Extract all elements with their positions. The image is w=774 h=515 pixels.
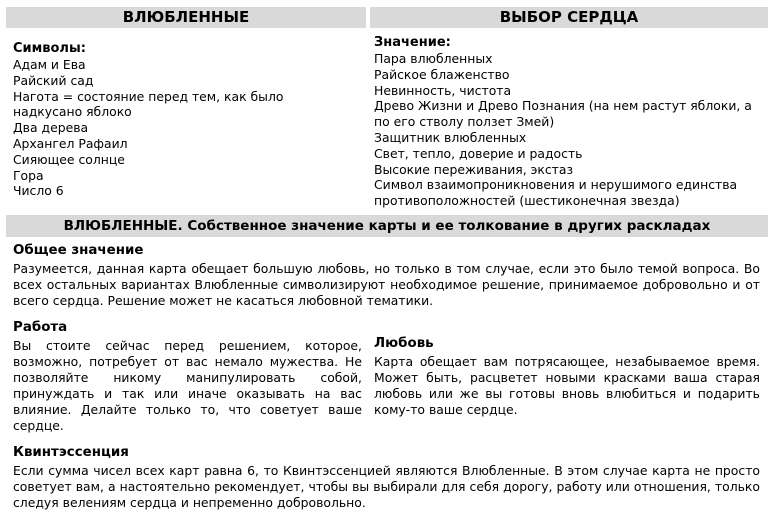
meaning-item: Символ взаимопроникновения и нерушимого единства противоположностей (шестиконечная звезда): [374, 177, 738, 209]
work-title: Работа: [13, 320, 68, 335]
meaning-item: Защитник влюбленных: [374, 129, 527, 145]
quintessence-text: Если сумма чисел всех карт равна 6, то Квинтэссенцией являются Влюбленные. В этом случае карта не просто советует вам, а настоятельно рекомендует, чтобы вы выбирали для себя дорогу, работу или отношения, только следуя велениям сердца и непременно добровольно.: [13, 463, 760, 510]
header-card-theme: ВЫБОР СЕРДЦА: [370, 7, 768, 28]
symbol-item: Нагота = состояние перед тем, как было надкусано яблоко: [13, 88, 284, 120]
symbols-column: [13, 41, 313, 199]
symbol-item: Адам и Ева: [13, 57, 86, 72]
symbol-item: Число 6: [13, 183, 64, 199]
meaning-column: [374, 35, 766, 209]
meaning-title: Значение:: [374, 35, 451, 50]
meaning-item: Невинность, чистота: [374, 82, 512, 98]
quintessence-title: Квинтэссенция: [13, 445, 129, 460]
general-title: Общее значение: [13, 243, 144, 258]
symbol-item: Архангел Рафаил: [13, 135, 128, 151]
meaning-item: Свет, тепло, доверие и радость: [374, 145, 583, 161]
symbols-title: Символы:: [13, 41, 86, 56]
symbol-item: Два дерева: [13, 120, 89, 136]
section-subheader: ВЛЮБЛЕННЫЕ. Собственное значение карты и ее толкование в других раскладах: [6, 215, 768, 237]
symbol-item: Гора: [13, 167, 44, 183]
meaning-item: Высокие переживания, экстаз: [374, 161, 574, 177]
work-text: Вы стоите сейчас перед решением, которое, возможно, потребует от вас немало мужества. Не позволяйте никому манипулировать собой, принуждать и так или иначе оказывать на вас влияние. Делайте только то, что советует ваше сердце.: [13, 338, 362, 433]
header-card-name: ВЛЮБЛЕННЫЕ: [6, 7, 366, 28]
symbol-item: Сияющее солнце: [13, 151, 125, 167]
love-text: Карта обещает вам потрясающее, незабываемое время. Может быть, расцветет новыми красками ваша старая любовь или же вы готовы вновь влюбиться и подарить кому-то ваше сердце.: [374, 354, 760, 417]
meaning-item: Пара влюбленных: [374, 51, 493, 66]
meaning-item: Древо Жизни и Древо Познания (на нем растут яблоки, а по его стволу ползет Змей): [374, 98, 752, 130]
symbol-item: Райский сад: [13, 72, 94, 88]
general-text: Разумеется, данная карта обещает большую любовь, но только в том случае, если это было темой вопроса. Во всех остальных вариантах Влюбленные символизируют необходимое решение, принимаемое добровольно и от всего сердца. Решение может не касаться любовной тематики.: [13, 261, 760, 308]
love-title: Любовь: [374, 336, 434, 351]
meaning-item: Райское блаженство: [374, 66, 510, 82]
